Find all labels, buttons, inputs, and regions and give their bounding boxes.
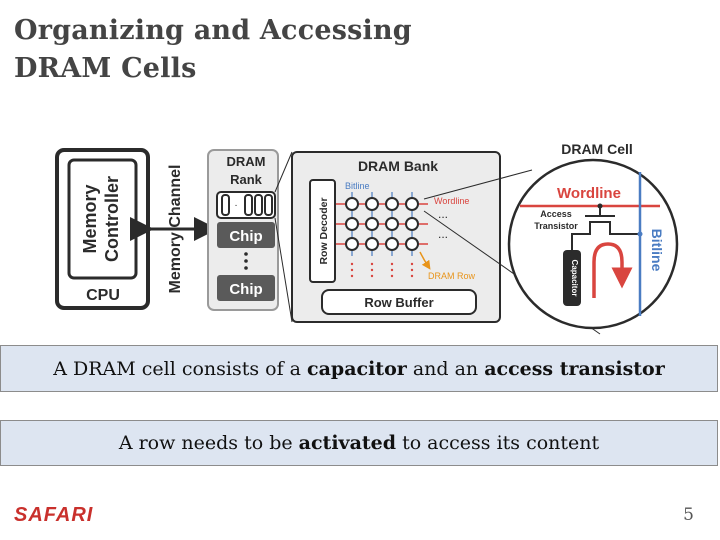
cell-label: DRAM Cell	[561, 141, 633, 157]
access-transistor-label-1: Access	[540, 209, 572, 219]
memory-channel-label: Memory Channel	[167, 164, 184, 294]
access-transistor-label-2: Transistor	[534, 221, 578, 231]
svg-text:...: ...	[437, 207, 449, 221]
row-buffer-label: Row Buffer	[364, 295, 434, 310]
dram-cell-zoom	[509, 141, 677, 328]
rank-label-2: Rank	[230, 172, 262, 187]
title-line-1: Organizing and Accessing	[14, 15, 412, 46]
statement-box-row	[0, 420, 718, 466]
svg-text:·: ·	[234, 200, 238, 211]
statement-2-post: to access its content	[396, 432, 600, 454]
title-line-2: DRAM Cells	[14, 53, 197, 84]
statement-1-capacitor: capacitor	[307, 357, 407, 380]
rank-label-1: DRAM	[226, 154, 266, 169]
statement-2-activated: activated	[298, 432, 397, 454]
statement-2-text: A row needs to be	[118, 432, 299, 454]
dram-rank	[208, 150, 278, 310]
memory-controller-label-2: Controller	[102, 175, 122, 263]
capacitor-label: Capacitor	[570, 259, 579, 297]
memory-controller-label-1: Memory	[80, 184, 100, 254]
dram-bank	[292, 152, 500, 322]
dram-row-label: DRAM Row	[428, 271, 476, 281]
page-number: 5	[683, 505, 694, 525]
bank-bitline-label: Bitline	[345, 181, 370, 191]
svg-text:...: ...	[437, 227, 449, 241]
chip-2-label: Chip	[229, 281, 263, 298]
cpu-label: CPU	[86, 287, 120, 304]
cell-wordline-label: Wordline	[557, 185, 621, 202]
row-decoder-label: Row Decoder	[318, 197, 330, 265]
memory-channel	[142, 165, 206, 294]
chip-1-label: Chip	[229, 228, 263, 245]
cell-bitline-label: Bitline	[649, 228, 665, 272]
statement-1-text: A DRAM cell consists of a	[53, 357, 308, 380]
bank-label: DRAM Bank	[357, 158, 439, 174]
bank-wordline-label: Wordline	[434, 196, 470, 206]
safari-logo: SAFARI	[14, 504, 94, 526]
cpu-block	[57, 150, 148, 308]
statement-1-access-transistor: access transistor	[484, 357, 665, 380]
statement-box-cell	[0, 345, 718, 392]
statement-1-mid: and an	[406, 357, 485, 380]
